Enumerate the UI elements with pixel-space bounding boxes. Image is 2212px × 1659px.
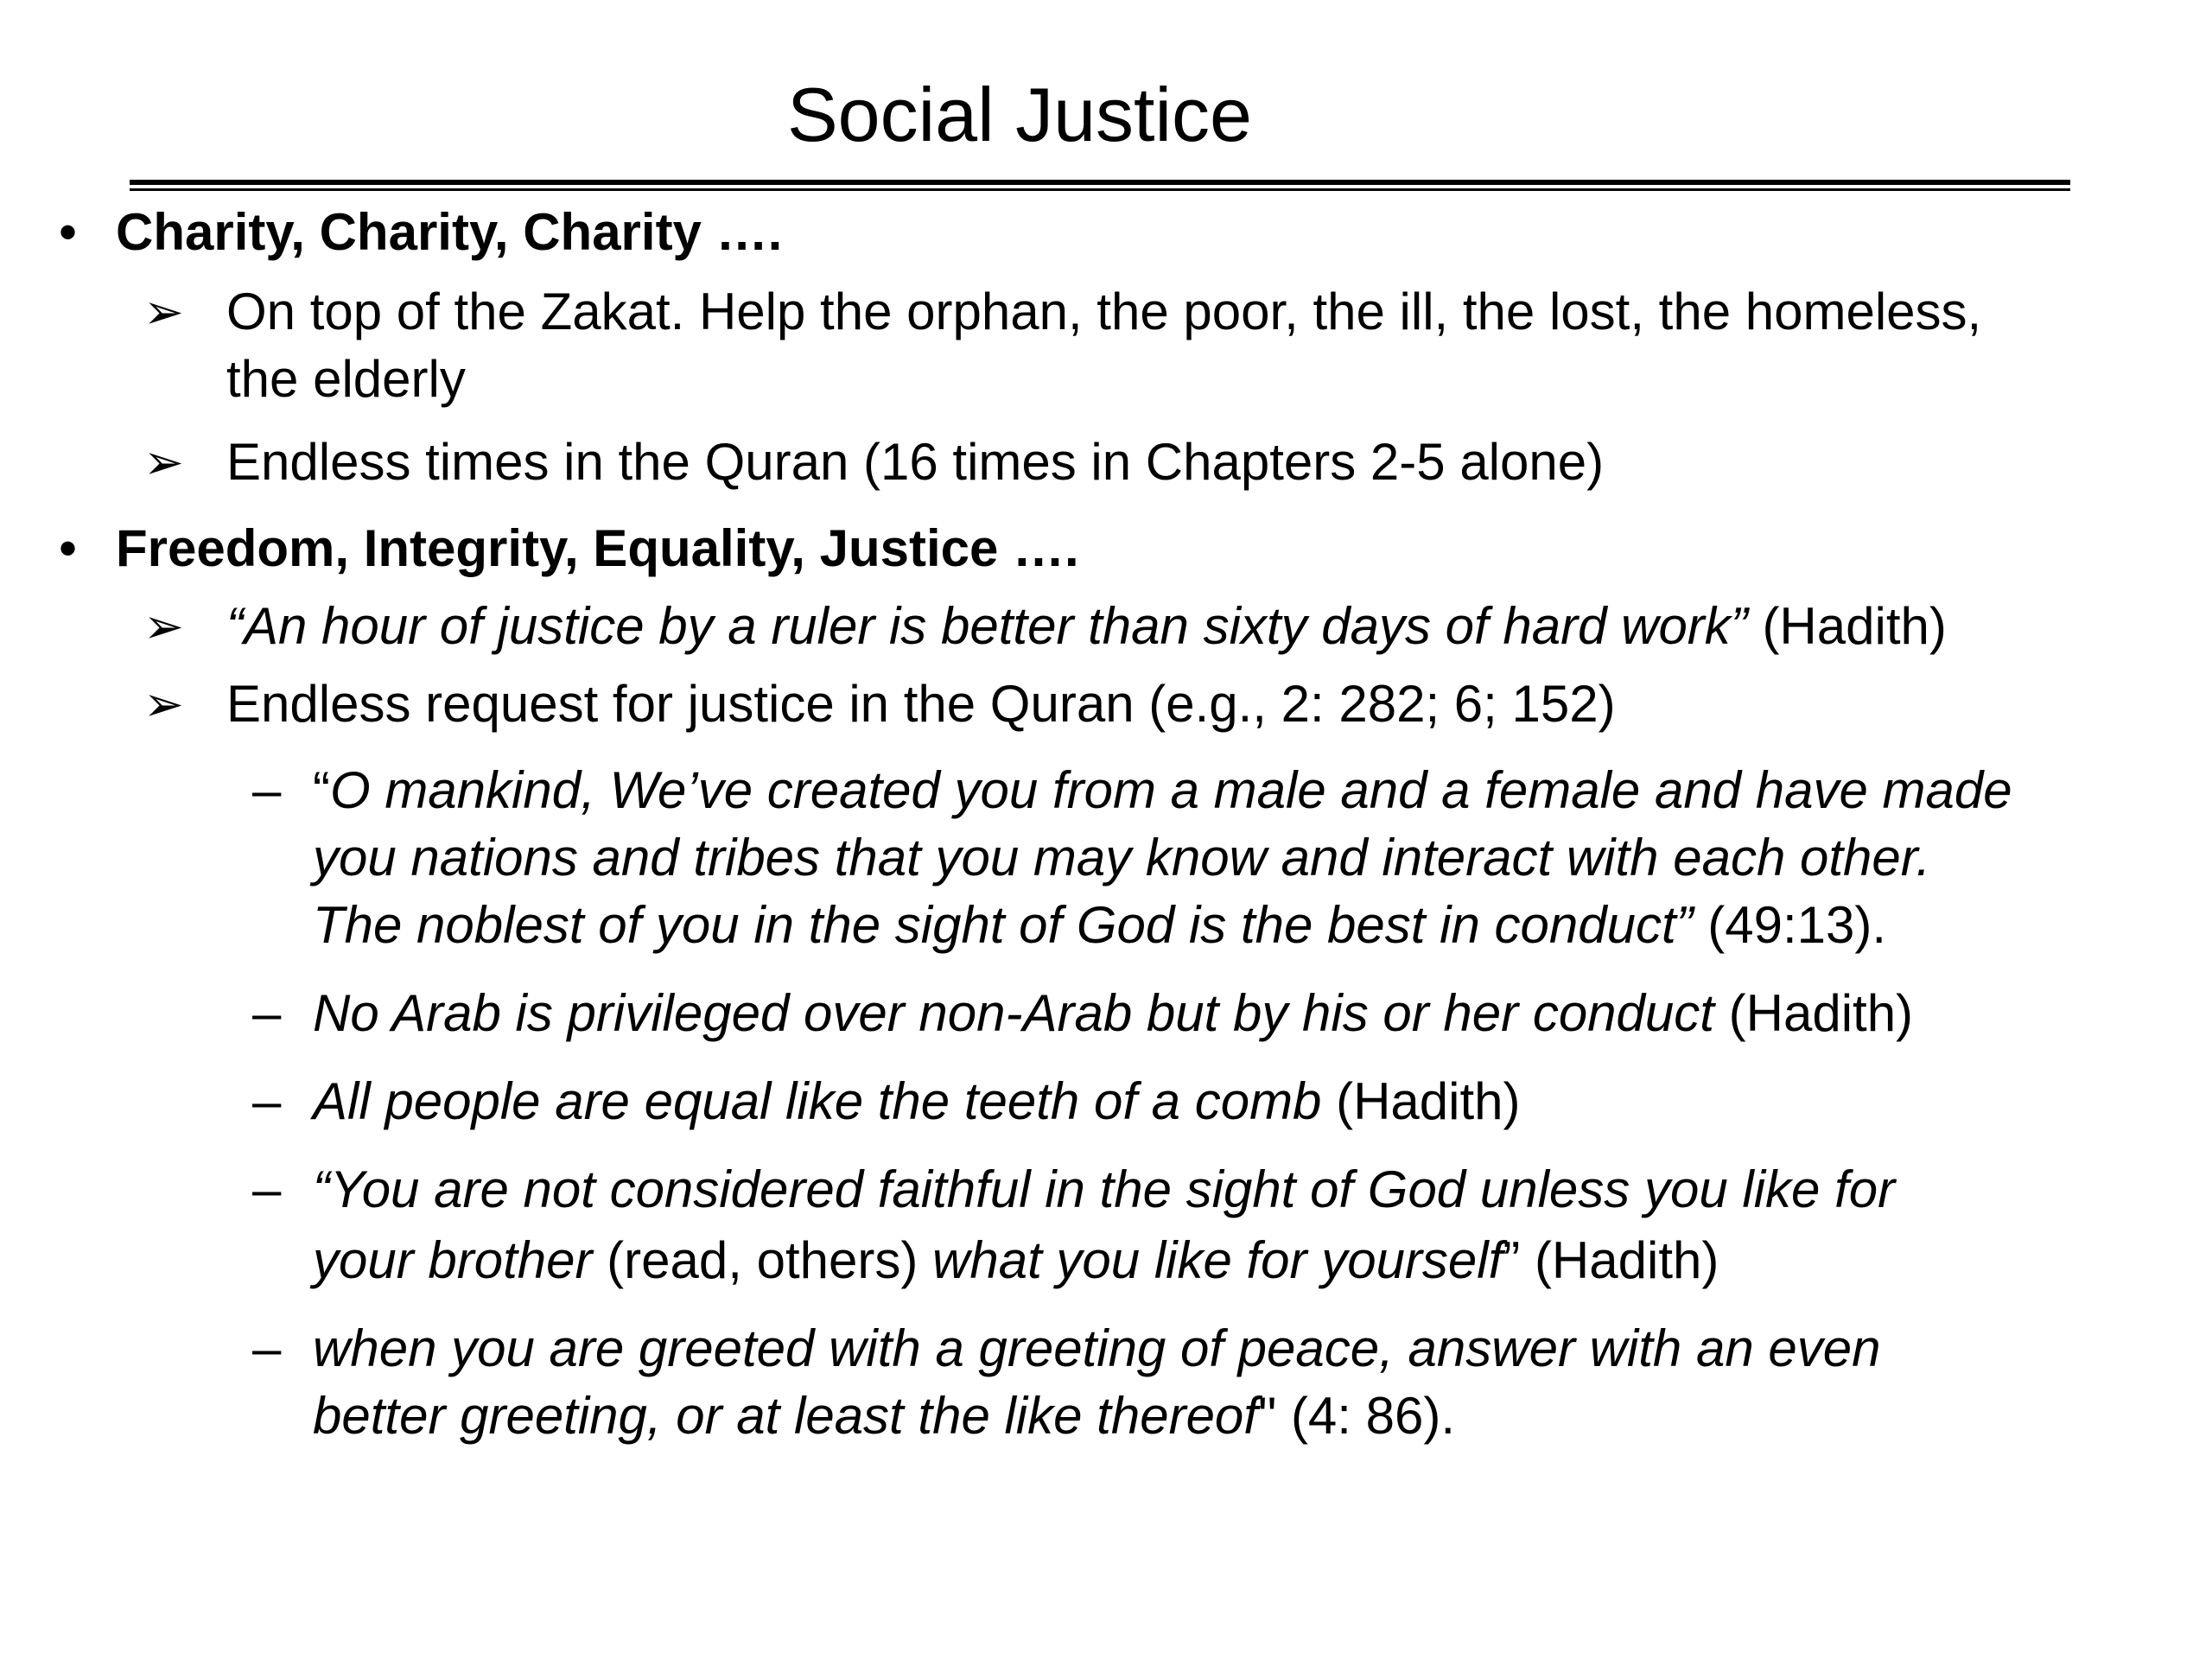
point-quran-times (143, 429, 2162, 496)
quote-source: (Hadith) (1747, 597, 1947, 655)
title-rule-thin (130, 188, 2070, 191)
subpoint-faithful (252, 1156, 2153, 1224)
subpoint-greeting (252, 1315, 2153, 1382)
quote-text: your brother (313, 1231, 593, 1289)
subpoint-comb (252, 1068, 2153, 1135)
quote-text: better greeting, or at least the like thereof (313, 1387, 1258, 1445)
quote-source: (Hadith) (1713, 984, 1914, 1042)
dash-bullet-icon: – (252, 1072, 282, 1130)
dash-bullet-icon: – (252, 984, 282, 1042)
section-heading-freedom (59, 515, 1079, 582)
point-text: Endless times in the Quran (16 times in Chapters 2-5 alone) (226, 433, 1605, 491)
quote-source: " (4: 86). (1257, 1387, 1456, 1445)
quote-text: The noblest of you in the sight of God is the best in conduct” (313, 896, 1694, 954)
subpoint-faithful-line2 (313, 1227, 2153, 1294)
quote-text: All people are equal like the teeth of a comb (313, 1072, 1322, 1130)
quote-text: when you are greeted with a greeting of peace, answer with an even (313, 1319, 1881, 1377)
point-hour-of-justice (143, 593, 2162, 660)
subpoint-mankind-line3 (313, 892, 2153, 959)
quote-text: “You are not considered faithful in the sight of God unless you like for (313, 1160, 1896, 1218)
quote-open: “ (313, 761, 330, 819)
subpoint-no-arab (252, 980, 2153, 1047)
subpoint-greeting-line2 (313, 1382, 2153, 1450)
point-zakat (143, 278, 2162, 346)
dash-bullet-icon: – (252, 1160, 282, 1218)
bullet-icon: • (59, 203, 78, 261)
quote-text: “An hour of justice by a ruler is better than sixty days of hard work” (226, 597, 1748, 655)
quote-text: what you like for yourself (932, 1231, 1503, 1289)
arrow-bullet-icon: ➢ (143, 599, 184, 653)
point-text: Endless request for justice in the Quran (e.g., 2: 282; 6; 152) (226, 675, 1616, 733)
subpoint-mankind-line2: you nations and tribes that you may know and interact with each other. (313, 829, 1931, 887)
heading-text: Freedom, Integrity, Equality, Justice …. (116, 519, 1079, 577)
title-rule-thick (130, 180, 2070, 185)
point-text: the elderly (226, 350, 466, 408)
heading-text: Charity, Charity, Charity …. (116, 203, 783, 261)
bullet-icon: • (59, 519, 78, 577)
section-heading-charity (59, 199, 783, 266)
arrow-bullet-icon: ➢ (143, 435, 184, 489)
dash-bullet-icon: – (252, 761, 282, 819)
dash-bullet-icon: – (252, 1319, 282, 1377)
quote-source: (49:13). (1693, 896, 1887, 954)
quote-text: O mankind, We’ve created you from a male and a female and have made (329, 761, 2012, 819)
arrow-bullet-icon: ➢ (143, 677, 184, 731)
quote-aside: (read, others) (592, 1231, 932, 1289)
quote-text: No Arab is privileged over non-Arab but by his or her conduct (313, 984, 1714, 1042)
slide-title: Social Justice (786, 72, 1252, 157)
point-request-justice (143, 671, 2162, 738)
arrow-bullet-icon: ➢ (143, 284, 184, 339)
quote-source: (Hadith) (1321, 1072, 1521, 1130)
point-text: On top of the Zakat. Help the orphan, the poor, the ill, the lost, the homeless, (226, 283, 1982, 340)
quote-source: ” (Hadith) (1503, 1231, 1719, 1289)
point-zakat-continued (226, 346, 2162, 413)
subpoint-mankind (252, 757, 2153, 824)
